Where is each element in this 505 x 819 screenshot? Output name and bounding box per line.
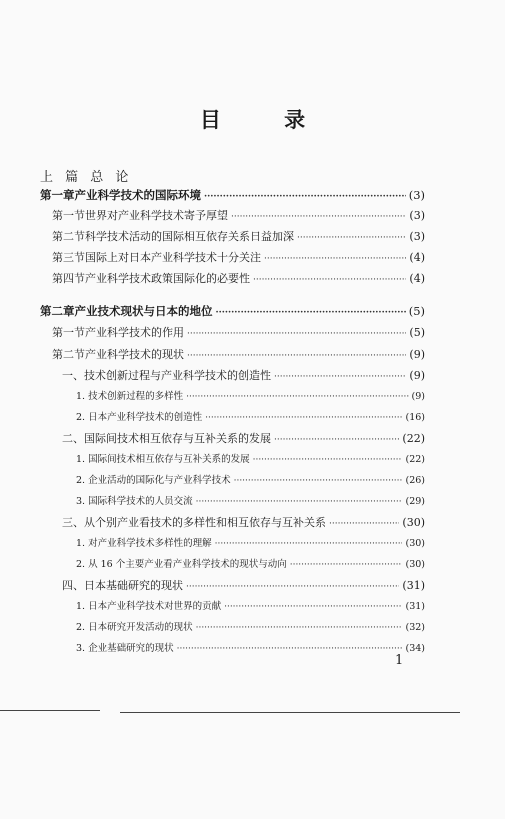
toc-entry: [52, 209, 425, 224]
toc-entry-title: 1. 国际间技术相互依存与互补关系的发展: [76, 454, 250, 465]
toc-entry-page: (9): [409, 369, 425, 382]
dot-leader: [297, 230, 406, 245]
dot-leader: [253, 453, 403, 467]
toc-entry: [52, 326, 425, 341]
toc-entry-title: 2. 日本产业科学技术的创造性: [76, 412, 203, 423]
dot-leader: [290, 558, 403, 572]
toc-entry-number: 第二章: [40, 304, 75, 318]
toc-entry-title: 世界对产业科学技术寄予厚望: [85, 209, 228, 222]
toc-entry-number: 第一章: [40, 188, 75, 202]
toc-entry-page: (3): [409, 230, 425, 243]
dot-leader: [177, 642, 403, 656]
page-title: 目 录: [199, 107, 334, 132]
toc-entry-page: (3): [408, 188, 425, 202]
toc-entry-title: 1. 技术创新过程的多样性: [76, 391, 184, 402]
dot-leader: [187, 326, 406, 341]
toc-entry-page: (34): [405, 643, 425, 654]
toc-entry-page: (31): [402, 579, 425, 592]
toc-entry-number: 第二节: [52, 348, 85, 361]
dot-leader: [186, 390, 408, 404]
toc-entry-title: 一、技术创新过程与产业科学技术的创造性: [62, 369, 271, 382]
dot-leader: [187, 348, 406, 363]
toc-entry-title: 二、国际间技术相互依存与互补关系的发展: [62, 432, 271, 445]
dot-leader: [274, 369, 406, 384]
toc-entry: [62, 579, 425, 594]
toc-entry-page: (3): [409, 209, 425, 222]
toc-entry-number: 第一节: [52, 209, 85, 222]
toc-entry-title: 产业科学技术的现状: [85, 348, 184, 361]
toc-entry: [62, 516, 425, 531]
dot-leader: [234, 474, 403, 488]
toc-entry-page: (4): [409, 251, 425, 264]
toc-entry-page: (9): [409, 348, 425, 361]
dot-leader: [264, 251, 406, 266]
toc-entry-page: (16): [405, 412, 425, 423]
toc-entry-title: 产业科学技术政策国际化的必要性: [85, 272, 250, 285]
scan-divider-left: [0, 710, 100, 711]
scan-divider-main: [120, 712, 460, 713]
toc-entry-number: 第四节: [52, 272, 85, 285]
toc-entry-title: 3. 企业基础研究的现状: [76, 643, 174, 654]
dot-leader: [274, 432, 399, 447]
dot-leader: [253, 272, 406, 287]
toc-entry-title: 2. 日本研究开发活动的现状: [76, 622, 193, 633]
page-number: 1: [395, 653, 404, 668]
toc-entry-title: 2. 企业活动的国际化与产业科学技术: [76, 475, 231, 486]
dot-leader: [231, 209, 406, 224]
toc-entry-title: 三、从个别产业看技术的多样性和相互依存与互补关系: [62, 516, 326, 529]
dot-leader: [224, 600, 402, 614]
toc-entry: [40, 188, 425, 204]
dot-leader: [204, 188, 406, 204]
toc-entry-page: (30): [402, 516, 425, 529]
toc-entry-page: (5): [408, 304, 425, 318]
toc-entry-title: 1. 对产业科学技术多样性的理解: [76, 538, 212, 549]
toc-entry: [52, 251, 425, 266]
toc-entry-title: 3. 国际科学技术的人员交流: [76, 496, 193, 507]
dot-leader: [329, 516, 399, 531]
toc-entry-page: (5): [409, 326, 425, 339]
toc-entry: [76, 537, 425, 551]
toc-entry-title: 四、日本基础研究的现状: [62, 579, 183, 592]
dot-leader: [215, 537, 403, 551]
toc-entry: [62, 432, 425, 447]
toc-entry-page: (30): [405, 538, 425, 549]
toc-entry: [76, 474, 425, 488]
toc-entry: [52, 230, 425, 245]
toc-entry: [76, 390, 425, 404]
dot-leader: [196, 621, 403, 635]
toc-entry-title: 国际上对日本产业科学技术十分关注: [85, 251, 261, 264]
toc-entry-page: (22): [405, 454, 425, 465]
toc-entry: [76, 411, 425, 425]
toc-entry: [76, 495, 425, 509]
toc-entry: [76, 642, 425, 656]
toc-entry: [76, 453, 425, 467]
toc-entry-page: (31): [405, 601, 425, 612]
toc-entry-page: (9): [411, 391, 425, 402]
toc-entry-page: (22): [402, 432, 425, 445]
toc-entry-page: (4): [409, 272, 425, 285]
toc-entry-number: 第二节: [52, 230, 85, 243]
toc-entry: [76, 600, 425, 614]
toc-entry: [76, 621, 425, 635]
toc-entry-page: (32): [405, 622, 425, 633]
toc-entry-page: (26): [405, 475, 425, 486]
toc-entry-page: (30): [405, 559, 425, 570]
toc-entry-number: 第三节: [52, 251, 85, 264]
dot-leader: [205, 411, 402, 425]
toc-entry-title: 科学技术活动的国际相互依存关系日益加深: [85, 230, 294, 243]
toc-entry-title: 2. 从 16 个主要产业看产业科学技术的现状与动向: [76, 559, 287, 570]
toc-entry-title: 1. 日本产业科学技术对世界的贡献: [76, 601, 222, 612]
toc-entry: [52, 348, 425, 363]
toc-entry: [62, 369, 425, 384]
dot-leader: [186, 579, 399, 594]
toc-entry-title: 产业科学技术的作用: [85, 326, 184, 339]
dot-leader: [216, 304, 406, 320]
toc-entry: [40, 304, 425, 320]
toc-entry: [76, 558, 425, 572]
dot-leader: [196, 495, 403, 509]
toc-entry-number: 第一节: [52, 326, 85, 339]
toc-entry-page: (29): [405, 496, 425, 507]
toc-entry-title: 产业技术现状与日本的地位: [74, 304, 213, 318]
toc-entry-title: 产业科学技术的国际环境: [74, 188, 201, 202]
toc-entry: [52, 272, 425, 287]
part-heading: 上 篇 总 论: [40, 170, 133, 185]
